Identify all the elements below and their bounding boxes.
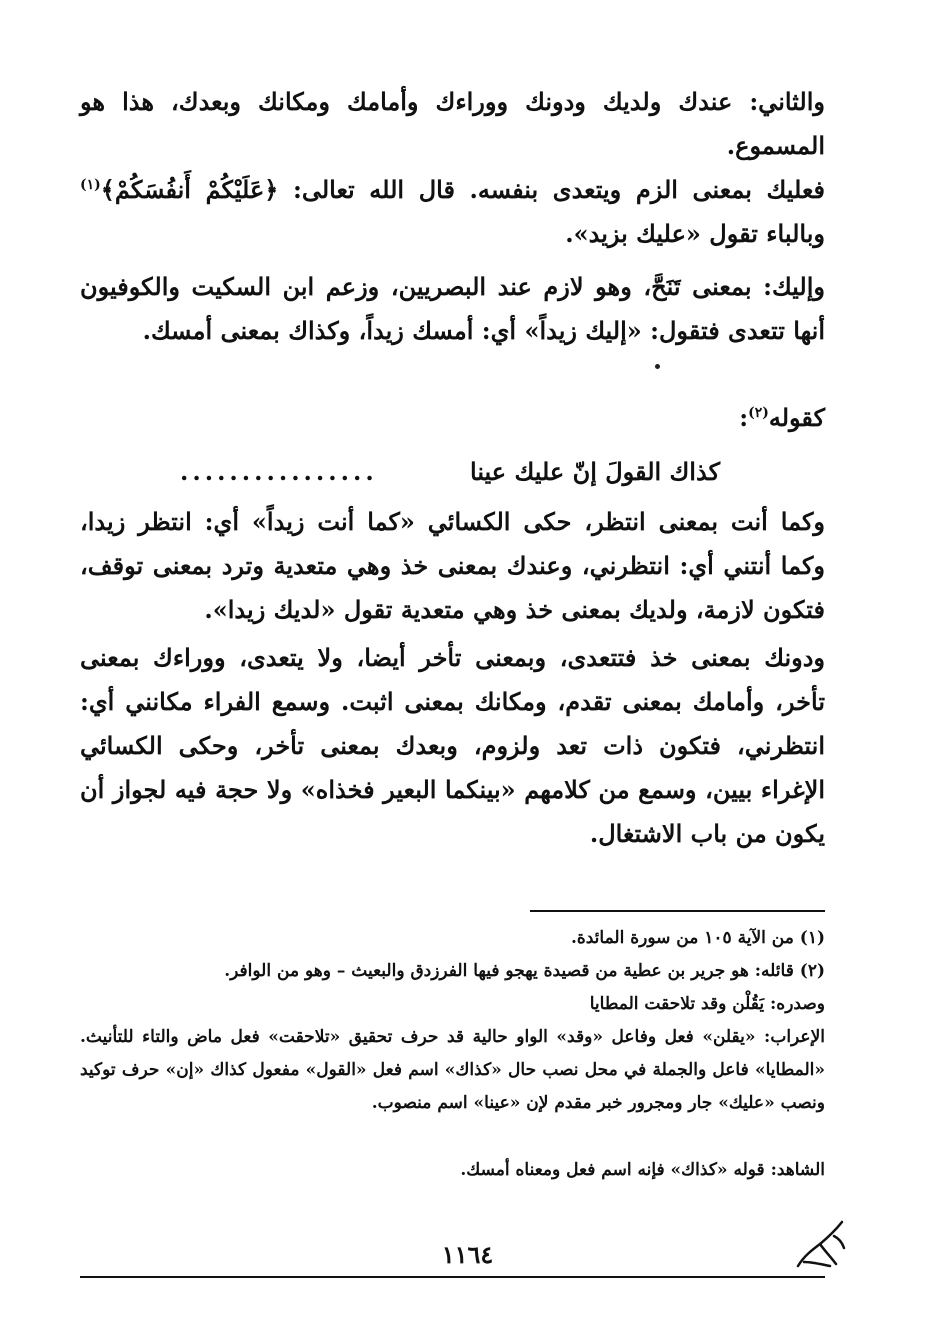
poetry-verse [180, 450, 720, 494]
paragraph-2 [80, 168, 825, 256]
paragraph-2-tail: وبالباء تقول «عليك بزيد». [565, 219, 825, 248]
paragraph-1: والثاني: عندك ولديك ودونك ووراءك وأمامك ومكانك وبعدك، هذا هو المسموع. [80, 87, 825, 160]
page-number: ١١٦٤ [441, 1240, 494, 1269]
bottom-rule [80, 1276, 825, 1278]
paragraph-4 [80, 396, 825, 440]
footnote-2: (٢) قائله: هو جرير بن عطية من قصيدة يهجو فيها الفرزدق والبعيث – وهو من الوافر. [224, 961, 825, 981]
footnote-2-verse: وصدره: يَقُلْن وقد تلاحقت المطايا [589, 994, 825, 1014]
paragraph-4-main: كقوله [768, 403, 825, 432]
footnote-2-parsing: الإعراب: «يقلن» فعل وفاعل «وقد» الواو حالية قد حرف تحقيق «تلاحقت» فعل ماض والتاء للتأنيث. «المطايا» فاعل والجملة في محل نصب حال «كذاك» اسم فعل «القول» مفعول كذاك «إن» حرف توكيد ونصب «عليك» جار ومجرور خبر مقدم لإن «عينا» اسم منصوب. [80, 1027, 825, 1113]
paragraph-5: وكما أنت بمعنى انتظر، حكى الكسائي «كما أنت زيداً» أي: انتظر زيدا، وكما أنتني أي: انتظرني، وعندك بمعنى خذ وهي متعدية وترد بمعنى توقف، فتكون لازمة، ولديك بمعنى خذ وهي متعدية تقول «لديك زيدا». [80, 507, 825, 624]
footnote-ref-1: (١) [80, 177, 101, 193]
footnote-separator [530, 910, 825, 912]
footnote-ref-2: (٢) [748, 405, 769, 421]
signature-scribble-icon [790, 1212, 850, 1272]
stray-dot [655, 364, 660, 369]
paragraph-2-main: فعليك بمعنى الزم ويتعدى بنفسه. قال الله تعالى: ﴿عَلَيْكُمْ أَنفُسَكُمْ﴾ [100, 175, 825, 204]
verse-hemistich: كذاك القولَ إنّ عليك عينا [470, 457, 720, 486]
footnote-2-evidence: الشاهد: قوله «كذاك» فإنه اسم فعل ومعناه أمسك. [460, 1160, 825, 1180]
paragraph-4-tail: : [739, 403, 749, 432]
verse-ellipsis: ................ [180, 457, 378, 486]
footnote-1: (١) من الآية ١٠٥ من سورة المائدة. [570, 928, 825, 948]
paragraph-6: ودونك بمعنى خذ فتتعدى، وبمعنى تأخر أيضا، ولا يتعدى، ووراءك بمعنى تأخر، وأمامك بمعنى تقدم، ومكانك بمعنى اثبت. وسمع الفراء مكانني أي: انتظرني، فتكون ذات تعد ولزوم، وبعدك بمعنى تأخر، وحكى الكسائي الإغراء بيين، وسمع من كلامهم «بينكما البعير فخذاه» ولا حجة فيه لجواز أن يكون من باب الاشتغال. [80, 643, 826, 848]
paragraph-3: وإليك: بمعنى تَنَحَّ، وهو لازم عند البصريين، وزعم ابن السكيت والكوفيون أنها تتعدى فتقول: «إليك زيداً» أي: أمسك زيداً، وكذاك بمعنى أمسك. [80, 272, 825, 345]
